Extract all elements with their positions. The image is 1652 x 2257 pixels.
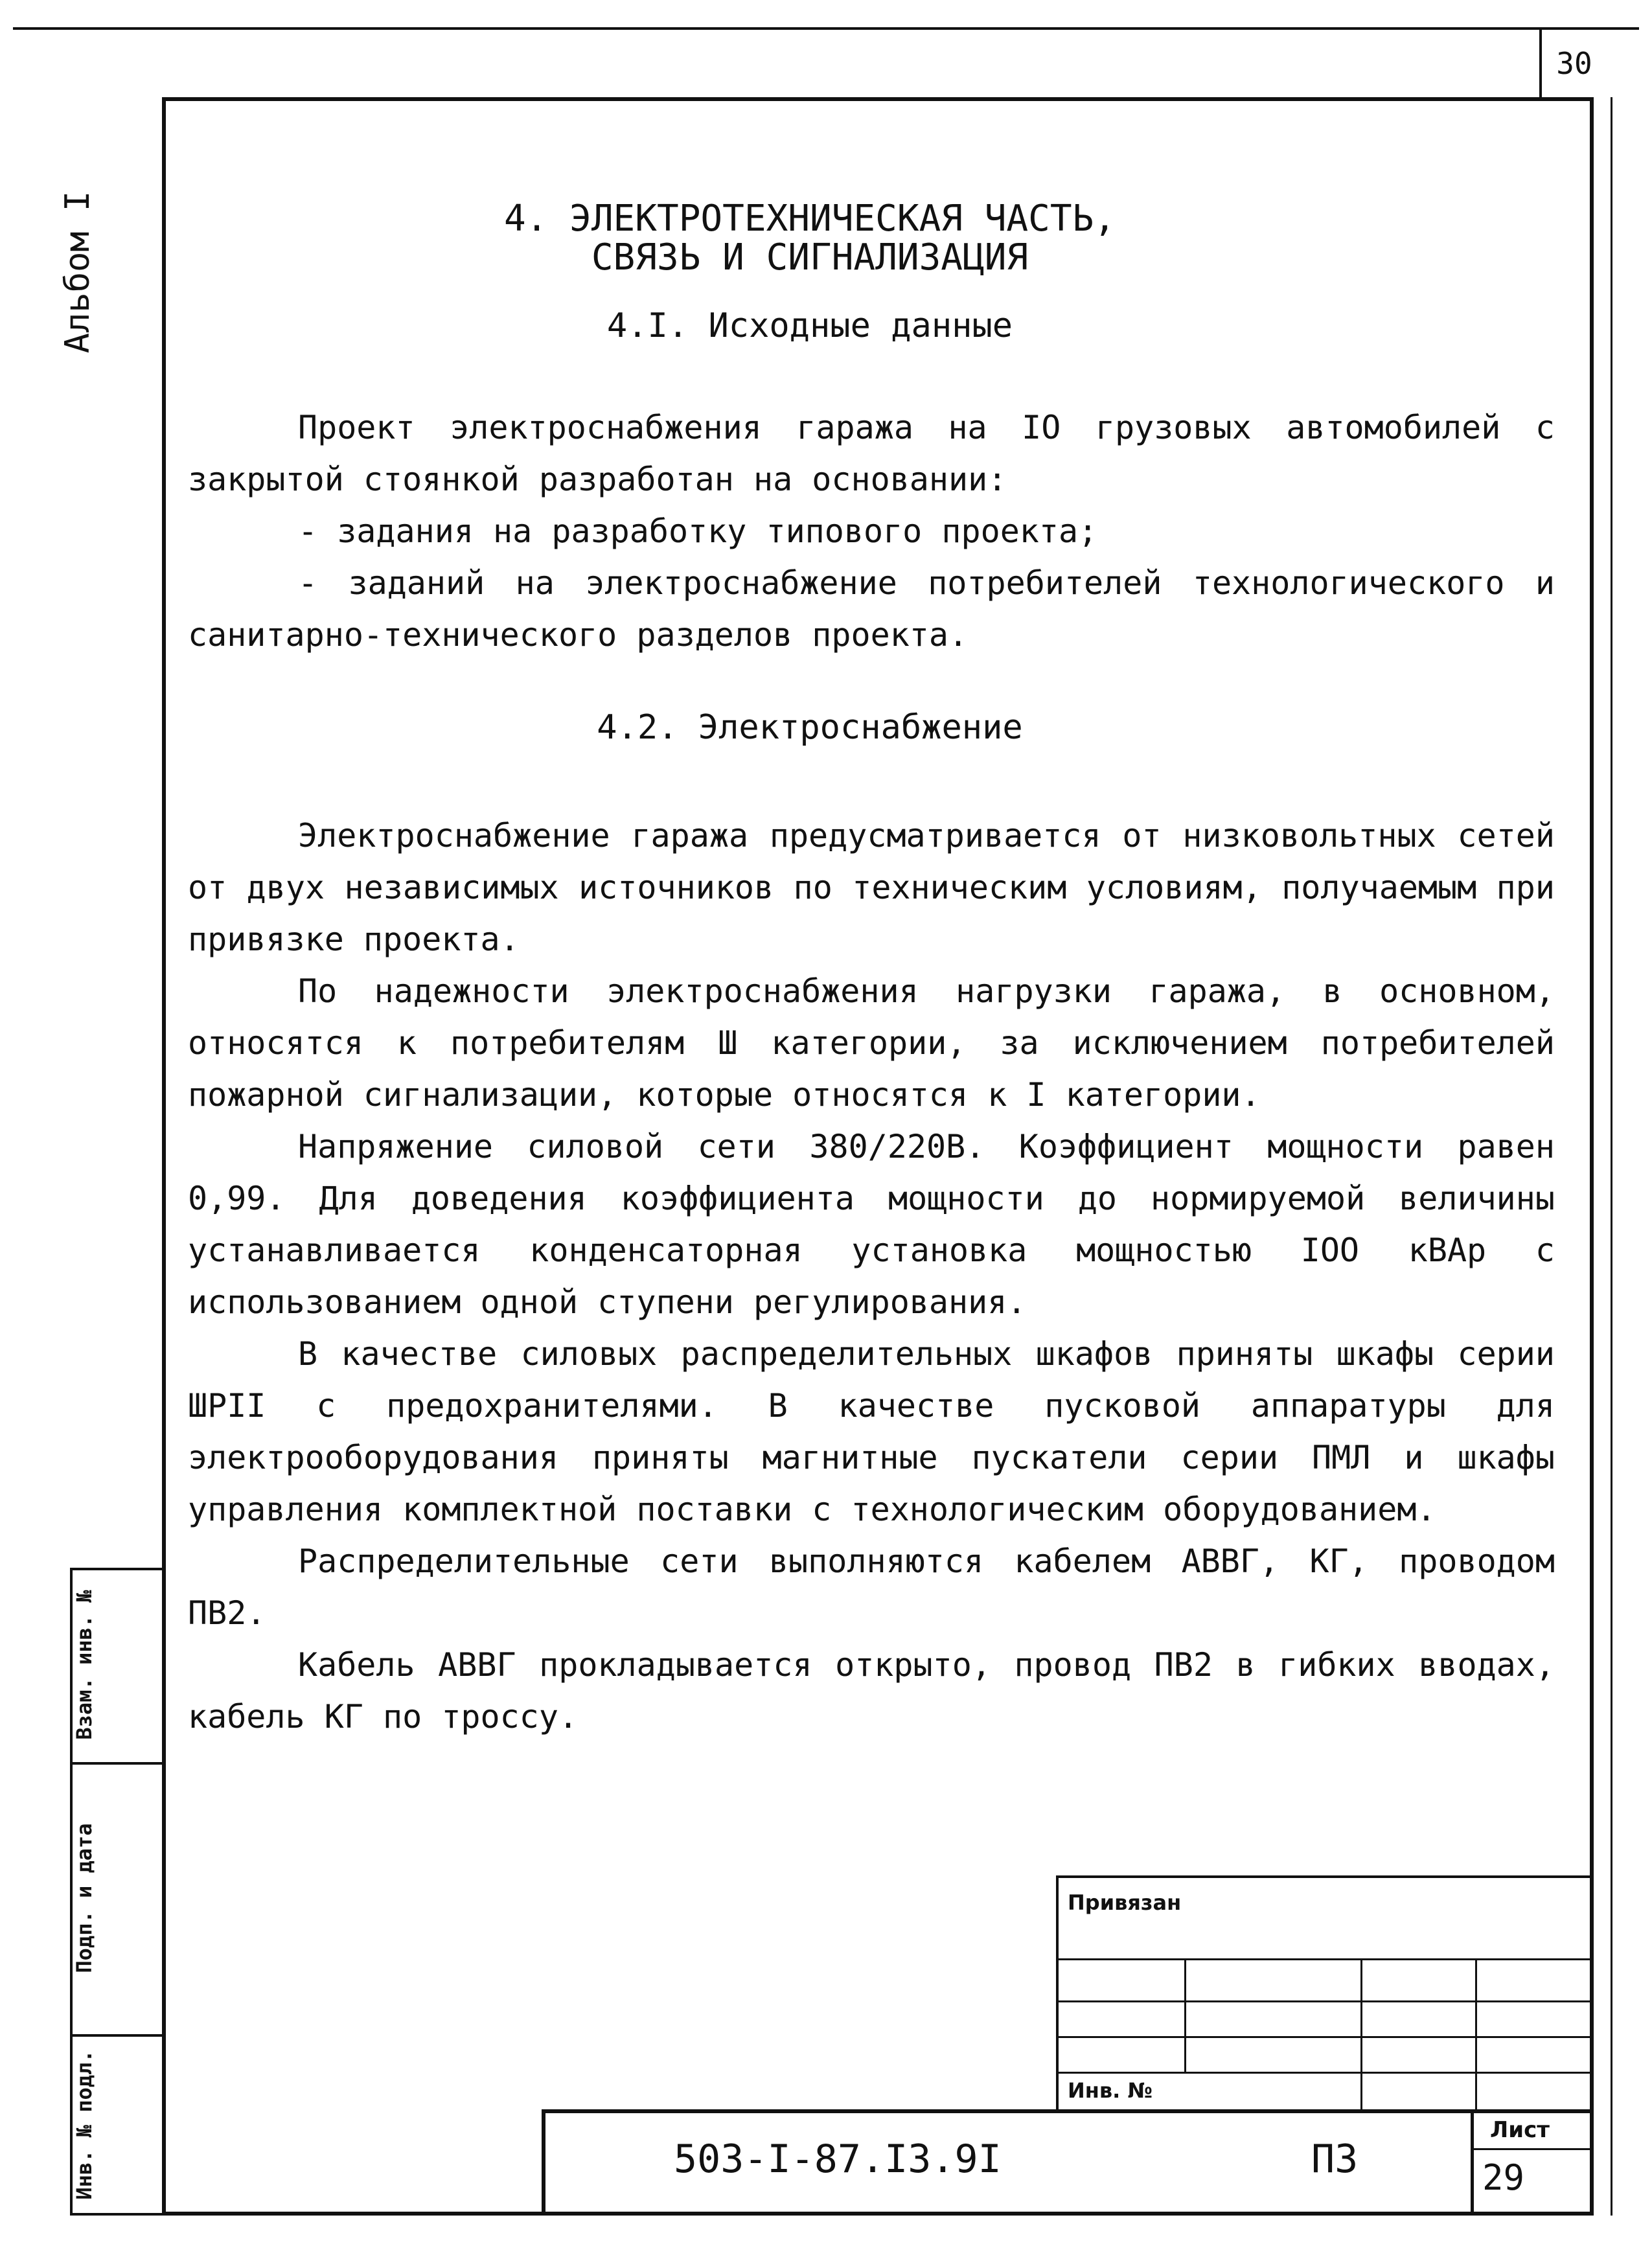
- subsection-1-title: 4.I. Исходные данные: [606, 306, 1013, 345]
- frame-right: [1590, 97, 1594, 2216]
- subsection-1-paragraph: Проект электроснабжения гаража на IO грузовых автомобилей с закрытой стоянкой разработан на основании:: [188, 409, 1575, 498]
- subsection-2-paragraph-2: По надежности электроснабжения нагрузки гаража, в основном, относятся к потребителям Ш категории, за исключением потребителей пожарной сигнализации, которые относятся к I категории.: [188, 972, 1575, 1114]
- frame-top: [162, 97, 1594, 101]
- inv-no-label: Инв. №: [1068, 2078, 1153, 2103]
- section-title-line-1: 4. ЭЛЕКТРОТЕХНИЧЕСКАЯ ЧАСТЬ,: [503, 198, 1116, 240]
- sheet-number: 29: [1482, 2157, 1525, 2198]
- subsection-2-title: 4.2. Электроснабжение: [597, 708, 1023, 747]
- vzam-inv-label: Взам. инв. №: [72, 1590, 97, 1740]
- document-code: 503-I-87.I3.9I: [674, 2137, 1002, 2182]
- page-number: 30: [1556, 46, 1592, 81]
- album-label: Альбом I: [58, 190, 97, 354]
- section-title-line-2: СВЯЗЬ И СИГНАЛИЗАЦИЯ: [591, 236, 1029, 279]
- subsection-1-bullet-1: - задания на разработку типового проекта;: [298, 512, 1098, 550]
- inv-podl-label: Инв. № подл.: [72, 2050, 97, 2200]
- subsection-2-paragraph-4: В качестве силовых распределительных шкафов приняты шкафы серии ШРII с предохранителями. В качестве пусковой аппаратуры для электрооборудования приняты магнитные пускатели серии ПМЛ и шкафы управления комплектной поставки с технологическим оборудованием.: [188, 1335, 1575, 1528]
- subsection-1-bullet-2: - заданий на электроснабжение потребителей технологического и санитарно-технического разделов проекта.: [188, 564, 1575, 654]
- sheet-label: Лист: [1490, 2117, 1550, 2143]
- privyazan-label: Привязан: [1068, 1890, 1182, 1915]
- frame-bottom: [162, 2212, 1594, 2216]
- frame-left: [162, 97, 166, 2216]
- subsection-2-paragraph-6: Кабель АВВГ прокладывается открыто, провод ПВ2 в гибких вводах, кабель КГ по троссу.: [188, 1646, 1575, 1736]
- subsection-2-paragraph-3: Напряжение силовой сети 380/220В. Коэффициент мощности равен 0,99. Для доведения коэффициента мощности до нормируемой величины устанавливается конденсаторная установка мощностью IOO кВАр с использованием одной ступени регулирования.: [188, 1128, 1575, 1321]
- subsection-2-paragraph-1: Электроснабжение гаража предусматривается от низковольтных сетей от двух независимых источников по техническим условиям, получаемым при привязке проекта.: [188, 817, 1575, 958]
- podp-data-label: Подп. и дата: [72, 1823, 97, 1973]
- subsection-2-paragraph-5: Распределительные сети выполняются кабелем АВВГ, КГ, проводом ПВ2.: [188, 1542, 1575, 1632]
- document-type: ПЗ: [1311, 2137, 1359, 2182]
